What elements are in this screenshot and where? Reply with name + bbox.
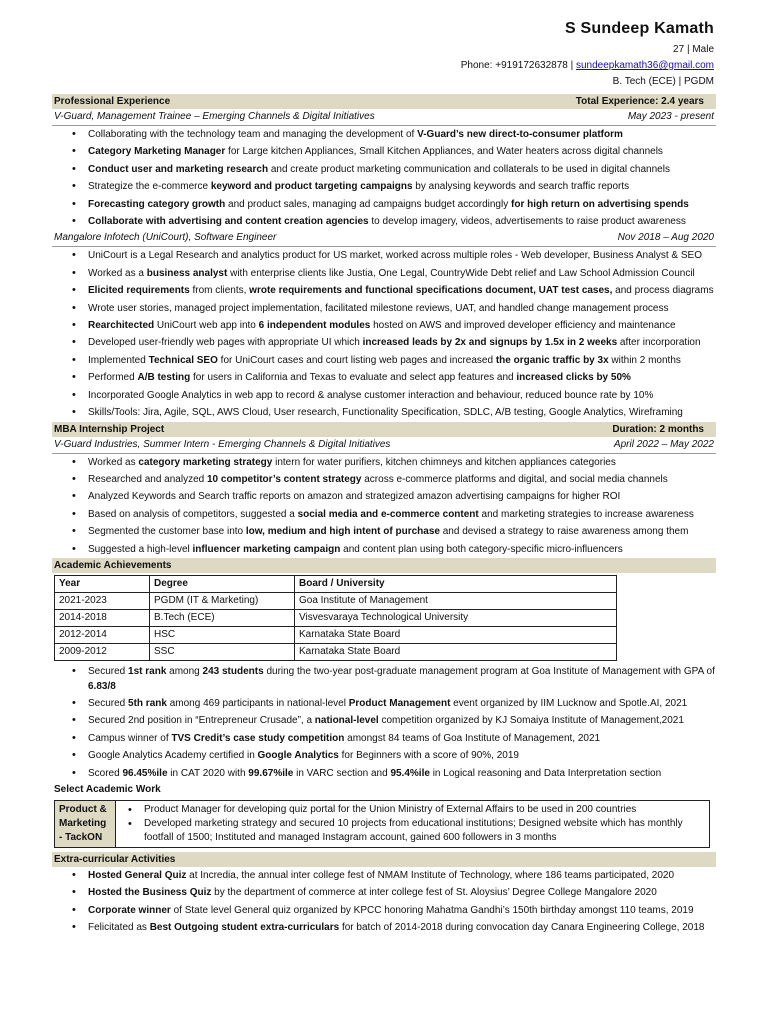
job-header xyxy=(52,230,716,247)
table-cell: B.Tech (ECE) xyxy=(150,609,295,626)
text-segment: Worked as a xyxy=(88,267,147,279)
list-item xyxy=(52,161,716,178)
project-details xyxy=(116,800,710,847)
bold-text: A/B testing xyxy=(137,372,191,384)
section-title: Academic Achievements xyxy=(54,559,172,571)
list-item xyxy=(52,506,716,523)
bold-text: for high return on advertising spends xyxy=(511,198,689,210)
bold-text: low, medium and high intent of purchase xyxy=(245,526,440,538)
text-segment: Google Analytics Academy certified in xyxy=(88,750,258,762)
text-segment: amongst 84 teams of Goa Institute of Management, 2021 xyxy=(344,732,601,744)
text-segment: Strategize the e-commerce xyxy=(88,181,211,193)
text-segment: and devised a strategy to raise awareness among them xyxy=(439,526,689,538)
bold-text: national-level xyxy=(314,715,379,727)
internship-role: V-Guard Industries, Summer Intern - Emerging Channels & Digital Initiatives xyxy=(54,438,391,450)
list-item xyxy=(52,334,716,351)
list-item xyxy=(52,867,716,884)
total-experience: Total Experience: 2.4 years xyxy=(575,96,704,107)
text-segment: for users in California and Texas to evaluate and select app features and xyxy=(190,372,517,384)
section-internship xyxy=(52,422,716,437)
bullet-list xyxy=(52,126,716,230)
bold-text: Hosted General Quiz xyxy=(88,869,187,881)
text-segment: for Beginners with a score of 90%, 2019 xyxy=(338,750,519,762)
table-row xyxy=(55,626,617,643)
text-segment: and content plan using both category-specific micro-influencers xyxy=(340,543,623,555)
bold-text: 243 students xyxy=(202,665,264,677)
text-segment: UniCourt web app into xyxy=(154,320,259,332)
bold-text: Elicited requirements xyxy=(88,285,190,297)
text-segment: Suggested a high-level xyxy=(88,543,193,555)
section-title: Professional Experience xyxy=(54,96,171,107)
list-item xyxy=(52,884,716,901)
bold-text: increased leads by 2x and signups by 1.5x in 2 weeks xyxy=(362,337,618,349)
text-segment: after incorporation xyxy=(617,337,701,349)
text-segment: intern for water purifiers, kitchen chimneys and kitchen appliances categories xyxy=(272,456,616,468)
candidate-name: S Sundeep Kamath xyxy=(564,20,714,37)
table-row xyxy=(55,609,617,626)
bold-text: 96.45%ile xyxy=(122,767,168,779)
section-title: Extra-curricular Activities xyxy=(54,853,176,865)
text-segment: and marketing strategies to increase awareness xyxy=(478,508,694,520)
table-cell: Karnataka State Board xyxy=(295,643,617,660)
age-gender: 27 | Male xyxy=(673,44,714,55)
bold-text: influencer marketing campaign xyxy=(192,543,341,555)
text-segment: Analyzed Keywords and Search traffic reports on amazon and strategized amazon advertising campaigns for higher ROI xyxy=(88,491,621,503)
bold-text: 6.83/8 xyxy=(88,680,116,692)
text-segment: Implemented xyxy=(88,354,149,366)
section-title: MBA Internship Project xyxy=(54,423,165,435)
text-segment: across e-commerce platforms and digital, and social media channels xyxy=(361,473,668,485)
bullet-list xyxy=(52,867,716,937)
bold-text: 95.4%ile xyxy=(390,767,430,779)
bold-text: Technical SEO xyxy=(148,354,218,366)
section-professional-experience xyxy=(52,94,716,109)
column-header: Year xyxy=(55,575,150,592)
bold-text: 99.67%ile xyxy=(248,767,294,779)
list-item: • Developed marketing strategy and secured 10 projects from educational institutions; Designed website which has monthly footfall of 1500; Instituted and managed Instagram account, gained 600 followers in 3 months xyxy=(120,817,705,845)
list-item xyxy=(52,352,716,369)
list-item xyxy=(52,747,716,764)
section-extra-curricular xyxy=(52,852,716,867)
internship-duration: Duration: 2 months xyxy=(612,423,704,435)
text-segment: by analysing keywords and search traffic reports xyxy=(412,181,630,193)
list-item xyxy=(52,126,716,143)
text-segment: Researched and analyzed xyxy=(88,473,207,485)
list-item xyxy=(52,265,716,282)
list-item: • Product Manager for developing quiz portal for the Union Ministry of External Affairs to be used in 200 countries xyxy=(120,803,705,817)
list-item xyxy=(52,196,716,213)
table-cell: Karnataka State Board xyxy=(295,626,617,643)
bold-text: 5th rank xyxy=(128,697,167,709)
table-row xyxy=(55,643,617,660)
bold-text: Rearchitected xyxy=(88,320,155,332)
resume-header xyxy=(461,20,714,90)
bold-text: Collaborate with advertising and content creation agencies xyxy=(88,216,369,228)
list-item xyxy=(52,454,716,471)
job-dates: May 2023 - present xyxy=(627,111,714,122)
text-segment: and product sales, managing ad campaigns budget accordingly xyxy=(225,198,511,210)
text-segment: among 469 participants in national-level xyxy=(166,697,349,709)
text-segment: Developed user-friendly web pages with appropriate UI which xyxy=(88,337,363,349)
text-segment: at Incredia, the annual inter college fest of NMAM Institute of Technology, where 186 teams participated, 2020 xyxy=(186,869,675,881)
text-segment: Skills/Tools: Jira, Agile, SQL, AWS Cloud, User research, Functionality Specification, SDLC, A/B testing, Google Analytics, Wireframing xyxy=(88,407,683,419)
text-segment: UniCourt is a Legal Research and analytics product for US market, worked across multiple roles - Web developer, Business Analyst & SEO xyxy=(88,250,702,262)
email-link[interactable]: sundeepkamath36@gmail.com xyxy=(575,60,714,71)
table-header-row xyxy=(55,575,617,592)
list-item xyxy=(52,471,716,488)
bold-text: 6 independent modules xyxy=(258,320,371,332)
text-segment: for UniCourt cases and court listing web pages and increased xyxy=(217,354,496,366)
bold-text: business analyst xyxy=(146,267,228,279)
bold-text: keyword and product targeting campaigns xyxy=(210,181,413,193)
text-segment: for Large kitchen Appliances, Small Kitchen Appliances, and Water heaters across digital channels xyxy=(225,146,663,158)
text-segment: competition organized by KJ Somaiya Institute of Management,2021 xyxy=(378,715,684,727)
bold-text: 10 competitor’s content strategy xyxy=(206,473,362,485)
text-segment: Secured 2nd position in “Entrepreneur Crusade”, a xyxy=(88,715,315,727)
section-academic-achievements xyxy=(52,558,716,573)
resume-content xyxy=(52,94,716,937)
table-cell: Visvesvaraya Technological University xyxy=(295,609,617,626)
contact-line xyxy=(461,58,714,74)
bold-text: category marketing strategy xyxy=(138,456,273,468)
bullet-list xyxy=(120,803,705,845)
table-cell: 2021-2023 xyxy=(55,592,150,609)
job-role: Mangalore Infotech (UniCourt), Software Engineer xyxy=(54,232,277,244)
table-cell: 2012-2014 xyxy=(55,626,150,643)
list-item xyxy=(52,317,716,334)
education-summary: B. Tech (ECE) | PGDM xyxy=(612,76,714,87)
text-segment: Campus winner of xyxy=(88,732,172,744)
project-label: Product & Marketing - TackON xyxy=(55,800,116,847)
text-segment: Collaborating with the technology team and managing the development of xyxy=(88,129,418,140)
list-item xyxy=(52,695,716,712)
table-cell: SSC xyxy=(150,643,295,660)
bullet-list xyxy=(52,454,716,558)
bold-text: Conduct user and marketing research xyxy=(88,163,269,175)
bold-text: Category Marketing Manager xyxy=(88,146,226,158)
text-segment: Wrote user stories, managed project implementation, facilitated milestone reviews, UAT, and handled change management process xyxy=(88,302,669,314)
select-work-table xyxy=(54,800,710,848)
text-segment: Incorporated Google Analytics in web app to record & analyse customer interaction and behaviour, reduced bounce rate by 10% xyxy=(88,389,654,401)
column-header: Board / University xyxy=(295,575,617,592)
list-item xyxy=(52,404,716,421)
text-segment: of State level General quiz organized by KPCC honoring Mahatma Gandhi’s 150th birthday amongst 110 teams, 2019 xyxy=(170,904,694,916)
text-segment: event organized by IIM Lucknow and Spotle.AI, 2021 xyxy=(450,697,688,709)
text-segment: Secured xyxy=(88,665,129,677)
text-segment: Felicitated as xyxy=(88,922,150,934)
phone-text: Phone: +919172632878 | xyxy=(460,60,576,71)
bold-text: V-Guard’s new direct-to-consumer platform xyxy=(417,129,623,140)
list-item xyxy=(52,541,716,558)
job-dates: Nov 2018 – Aug 2020 xyxy=(617,232,714,244)
text-segment: by the department of commerce at inter college fest of St. Aloysius’ Degree College Mangalore 2020 xyxy=(211,887,657,899)
table-cell: PGDM (IT & Marketing) xyxy=(150,592,295,609)
bold-text: Google Analytics xyxy=(257,750,339,762)
table-cell: 2014-2018 xyxy=(55,609,150,626)
bold-text: TVS Credit’s case study competition xyxy=(171,732,345,744)
bold-text: the organic traffic by 3x xyxy=(495,354,609,366)
list-item xyxy=(52,387,716,404)
list-item xyxy=(52,282,716,299)
text-segment: among xyxy=(166,665,203,677)
list-item xyxy=(52,765,716,782)
text-segment: in VARC section and xyxy=(293,767,391,779)
text-segment: Segmented the customer base into xyxy=(88,526,246,538)
text-segment: Performed xyxy=(88,372,138,384)
table-row xyxy=(55,592,617,609)
list-item xyxy=(52,663,716,695)
bullet-list xyxy=(52,247,716,421)
list-item xyxy=(52,213,716,230)
bold-text: Best Outgoing student extra-curriculars xyxy=(149,922,340,934)
bold-text: social media and e-commerce content xyxy=(297,508,479,520)
text-segment: to develop imagery, videos, advertisements to raise product awareness xyxy=(368,216,686,228)
text-segment: hosted on AWS and improved developer efficiency and maintenance xyxy=(370,320,676,332)
column-header: Degree xyxy=(150,575,295,592)
text-segment: for batch of 2014-2018 during convocation day Canara Engineering College, 2018 xyxy=(339,922,705,934)
text-segment: in Logical reasoning and Data Interpretation section xyxy=(429,767,662,779)
list-item xyxy=(52,300,716,317)
list-item xyxy=(52,523,716,540)
table-cell: 2009-2012 xyxy=(55,643,150,660)
list-item xyxy=(52,178,716,195)
bold-text: 1st rank xyxy=(128,665,167,677)
bullet-list xyxy=(52,663,716,782)
bold-text: Forecasting category growth xyxy=(88,198,226,210)
list-item xyxy=(52,488,716,505)
text-segment: from clients, xyxy=(189,285,250,297)
table-cell: Goa Institute of Management xyxy=(295,592,617,609)
list-item xyxy=(52,143,716,160)
text-segment: with enterprise clients like Justia, One Legal, CountryWide Debt relief and Law School Admission Council xyxy=(227,267,695,279)
bold-text: Hosted the Business Quiz xyxy=(88,887,212,899)
list-item xyxy=(52,919,716,936)
text-segment: within 2 months xyxy=(608,354,681,366)
job-header xyxy=(52,109,716,126)
list-item xyxy=(52,247,716,264)
job-role: V-Guard, Management Trainee – Emerging Channels & Digital Initiatives xyxy=(54,111,375,122)
table-row xyxy=(55,800,710,847)
internship-dates: April 2022 – May 2022 xyxy=(613,438,714,450)
text-segment: and create product marketing communication and collaterals to be used in digital channels xyxy=(268,163,670,175)
text-segment: during the two-year post-graduate management program at Goa Institute of Management with GPA of xyxy=(263,665,715,677)
bold-text: increased clicks by 50% xyxy=(516,372,631,384)
academic-table xyxy=(54,575,617,661)
text-segment: Scored xyxy=(88,767,123,779)
list-item xyxy=(52,369,716,386)
section-select-academic-work: Select Academic Work xyxy=(54,783,161,795)
internship-header xyxy=(52,437,716,454)
list-item xyxy=(52,902,716,919)
bold-text: Corporate winner xyxy=(88,904,171,916)
text-segment: and process diagrams xyxy=(612,285,714,297)
bold-text: wrote requirements and functional specifications document, UAT test cases, xyxy=(249,285,613,297)
text-segment: Secured xyxy=(88,697,129,709)
text-segment: Based on analysis of competitors, suggested a xyxy=(88,508,298,520)
table-cell: HSC xyxy=(150,626,295,643)
list-item xyxy=(52,730,716,747)
bold-text: Product Management xyxy=(348,697,451,709)
list-item xyxy=(52,712,716,729)
text-segment: Worked as xyxy=(88,456,139,468)
text-segment: in CAT 2020 with xyxy=(167,767,249,779)
